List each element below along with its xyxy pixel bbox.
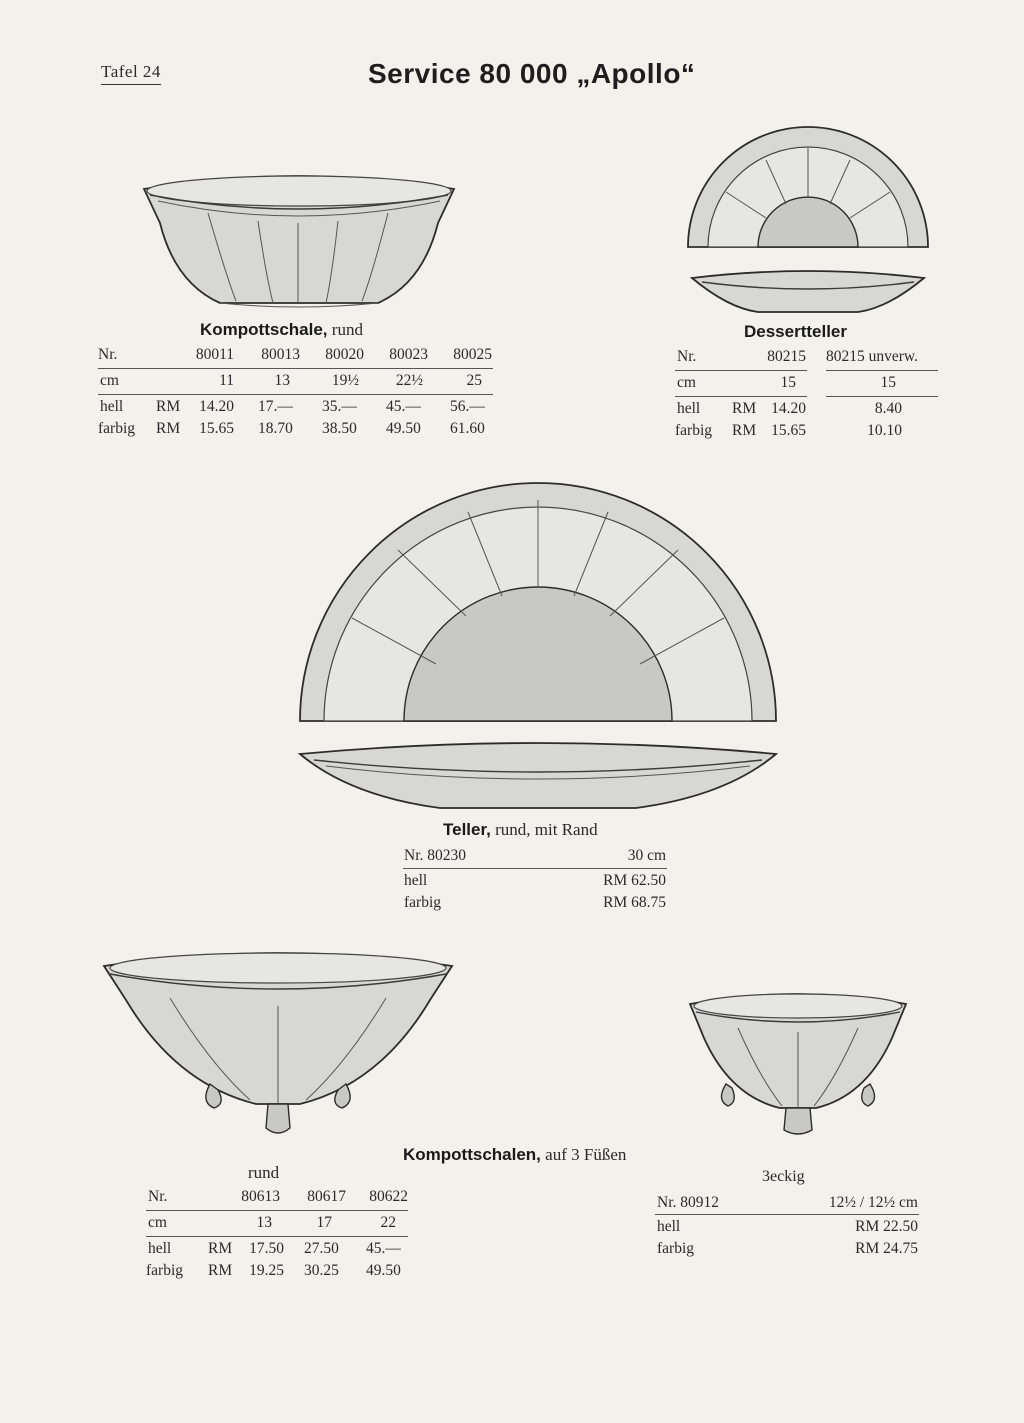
footed-bowl-round-illustration	[100, 944, 456, 1138]
bowl-round-price-farbig: 49.50	[386, 420, 421, 437]
dessert-cm-label: cm	[677, 374, 696, 391]
footed-triangular-hell-label: hell	[657, 1218, 681, 1235]
bowl-round-currency: RM	[156, 398, 181, 415]
footed-round-label: rund	[248, 1163, 280, 1182]
bowl-round-price-farbig: 18.70	[258, 420, 293, 437]
plate-side-illustration	[296, 738, 780, 816]
footed-round-farbig-label: farbig	[146, 1262, 184, 1279]
bowl-round-price-farbig: 15.65	[199, 420, 234, 437]
bowl-round-nr: 80025	[453, 346, 492, 363]
footed-round-hell-label: hell	[148, 1240, 172, 1257]
footed-round-size: 13	[256, 1214, 272, 1231]
bowl-round-size: 25	[466, 372, 482, 389]
footed-triangular-label: 3eckig	[762, 1168, 805, 1185]
dessert-price-hell: 8.40	[874, 400, 902, 417]
plate-caption-bold: Teller,	[443, 820, 491, 839]
footed-round-nr: 80622	[369, 1188, 408, 1205]
plate-price-hell: RM 62.50	[603, 872, 666, 889]
plate-caption	[443, 820, 598, 840]
rule	[403, 868, 667, 869]
bowl-round-size: 11	[219, 372, 234, 389]
bowl-round-size: 22½	[395, 372, 423, 389]
bowl-round-hell-label: hell	[100, 398, 124, 415]
bowl-round-size: 13	[274, 372, 290, 389]
footed-round-currency: RM	[208, 1262, 233, 1279]
bowl-round-caption	[200, 320, 363, 340]
bowl-round-nr-label: Nr.	[98, 346, 118, 363]
bowl-round-illustration	[138, 165, 460, 310]
bowl-round-caption-bold: Kompottschale,	[200, 320, 328, 339]
plate-price-farbig: RM 68.75	[603, 894, 666, 911]
bowl-round-nr: 80011	[195, 346, 234, 363]
rule	[146, 1236, 408, 1237]
rule	[98, 368, 493, 369]
page-title: Service 80 000 „Apollo“	[368, 58, 696, 89]
bowl-round-price-farbig: 38.50	[322, 420, 357, 437]
bowl-round-price-farbig: 61.60	[450, 420, 485, 437]
footed-round-price-hell: 17.50	[249, 1240, 284, 1257]
dessert-farbig-label: farbig	[675, 422, 713, 439]
plate-caption-rest: rund, mit Rand	[490, 820, 598, 839]
footed-round-price-hell: 45.—	[366, 1240, 401, 1257]
dessert-plate-caption-bold: Dessertteller	[744, 322, 848, 341]
bowl-round-cm-label: cm	[100, 372, 119, 389]
bowl-round-price-hell: 14.20	[199, 398, 234, 415]
dessert-nr: 80215 unverw.	[826, 348, 918, 365]
footed-round-nr: 80613	[241, 1188, 280, 1205]
dessert-plate-caption	[744, 322, 847, 342]
footed-round-nr: 80617	[307, 1188, 346, 1205]
rule	[826, 370, 938, 371]
plate-nr-label: Nr. 80230	[404, 847, 466, 864]
bowl-round-price-hell: 56.—	[450, 398, 485, 415]
footed-round-price-farbig: 49.50	[366, 1262, 401, 1279]
footed-round-price-farbig: 19.25	[249, 1262, 284, 1279]
bowl-round-price-hell: 35.—	[322, 398, 357, 415]
bowl-round-nr: 80013	[261, 346, 300, 363]
footed-round-nr-label: Nr.	[148, 1188, 168, 1205]
footed-triangular-price-farbig: RM 24.75	[855, 1240, 918, 1257]
dessert-currency: RM	[732, 400, 757, 417]
bowl-round-nr: 80020	[325, 346, 364, 363]
dessert-hell-label: hell	[677, 400, 701, 417]
dessert-nr-label: Nr.	[677, 348, 697, 365]
bowl-round-currency: RM	[156, 420, 181, 437]
bowl-round-caption-rest: rund	[327, 320, 363, 339]
plate-top-illustration	[296, 478, 780, 724]
bowl-round-price-hell: 17.—	[258, 398, 293, 415]
rule	[146, 1210, 408, 1211]
bowl-round-price-hell: 45.—	[386, 398, 421, 415]
footed-round-price-hell: 27.50	[304, 1240, 339, 1257]
bowl-round-farbig-label: farbig	[98, 420, 136, 437]
footed-bowl-triangular-illustration	[686, 988, 910, 1140]
plate-size: 30 cm	[627, 847, 666, 864]
footed-round-size: 17	[316, 1214, 332, 1231]
rule	[98, 394, 493, 395]
rule	[826, 396, 938, 397]
footed-triangular-price-hell: RM 22.50	[855, 1218, 918, 1235]
plate-label: Tafel 24	[101, 62, 161, 85]
footed-bowls-caption	[403, 1145, 626, 1165]
footed-triangular-farbig-label: farbig	[657, 1240, 695, 1257]
dessert-currency: RM	[732, 422, 757, 439]
rule	[675, 396, 807, 397]
plate-hell-label: hell	[404, 872, 428, 889]
plate-farbig-label: farbig	[404, 894, 442, 911]
footed-triangular-size: 12½ / 12½ cm	[828, 1194, 918, 1211]
rule	[655, 1214, 919, 1215]
bowl-round-size: 19½	[331, 372, 359, 389]
dessert-size: 15	[880, 374, 896, 391]
footed-bowls-caption-rest: auf 3 Füßen	[540, 1145, 627, 1164]
footed-round-cm-label: cm	[148, 1214, 167, 1231]
bowl-round-nr: 80023	[389, 346, 428, 363]
footed-round-size: 22	[380, 1214, 396, 1231]
dessert-plate-top-illustration	[686, 122, 930, 250]
footed-round-price-farbig: 30.25	[304, 1262, 339, 1279]
dessert-price-farbig: 15.65	[771, 422, 806, 439]
rule	[675, 370, 807, 371]
dessert-size: 15	[780, 374, 796, 391]
footed-bowls-caption-bold: Kompottschalen,	[403, 1145, 541, 1164]
dessert-nr: 80215	[767, 348, 806, 365]
dessert-price-farbig: 10.10	[867, 422, 902, 439]
footed-triangular-nr-label: Nr. 80912	[657, 1194, 719, 1211]
dessert-price-hell: 14.20	[771, 400, 806, 417]
dessert-plate-side-illustration	[688, 268, 928, 316]
footed-round-currency: RM	[208, 1240, 233, 1257]
